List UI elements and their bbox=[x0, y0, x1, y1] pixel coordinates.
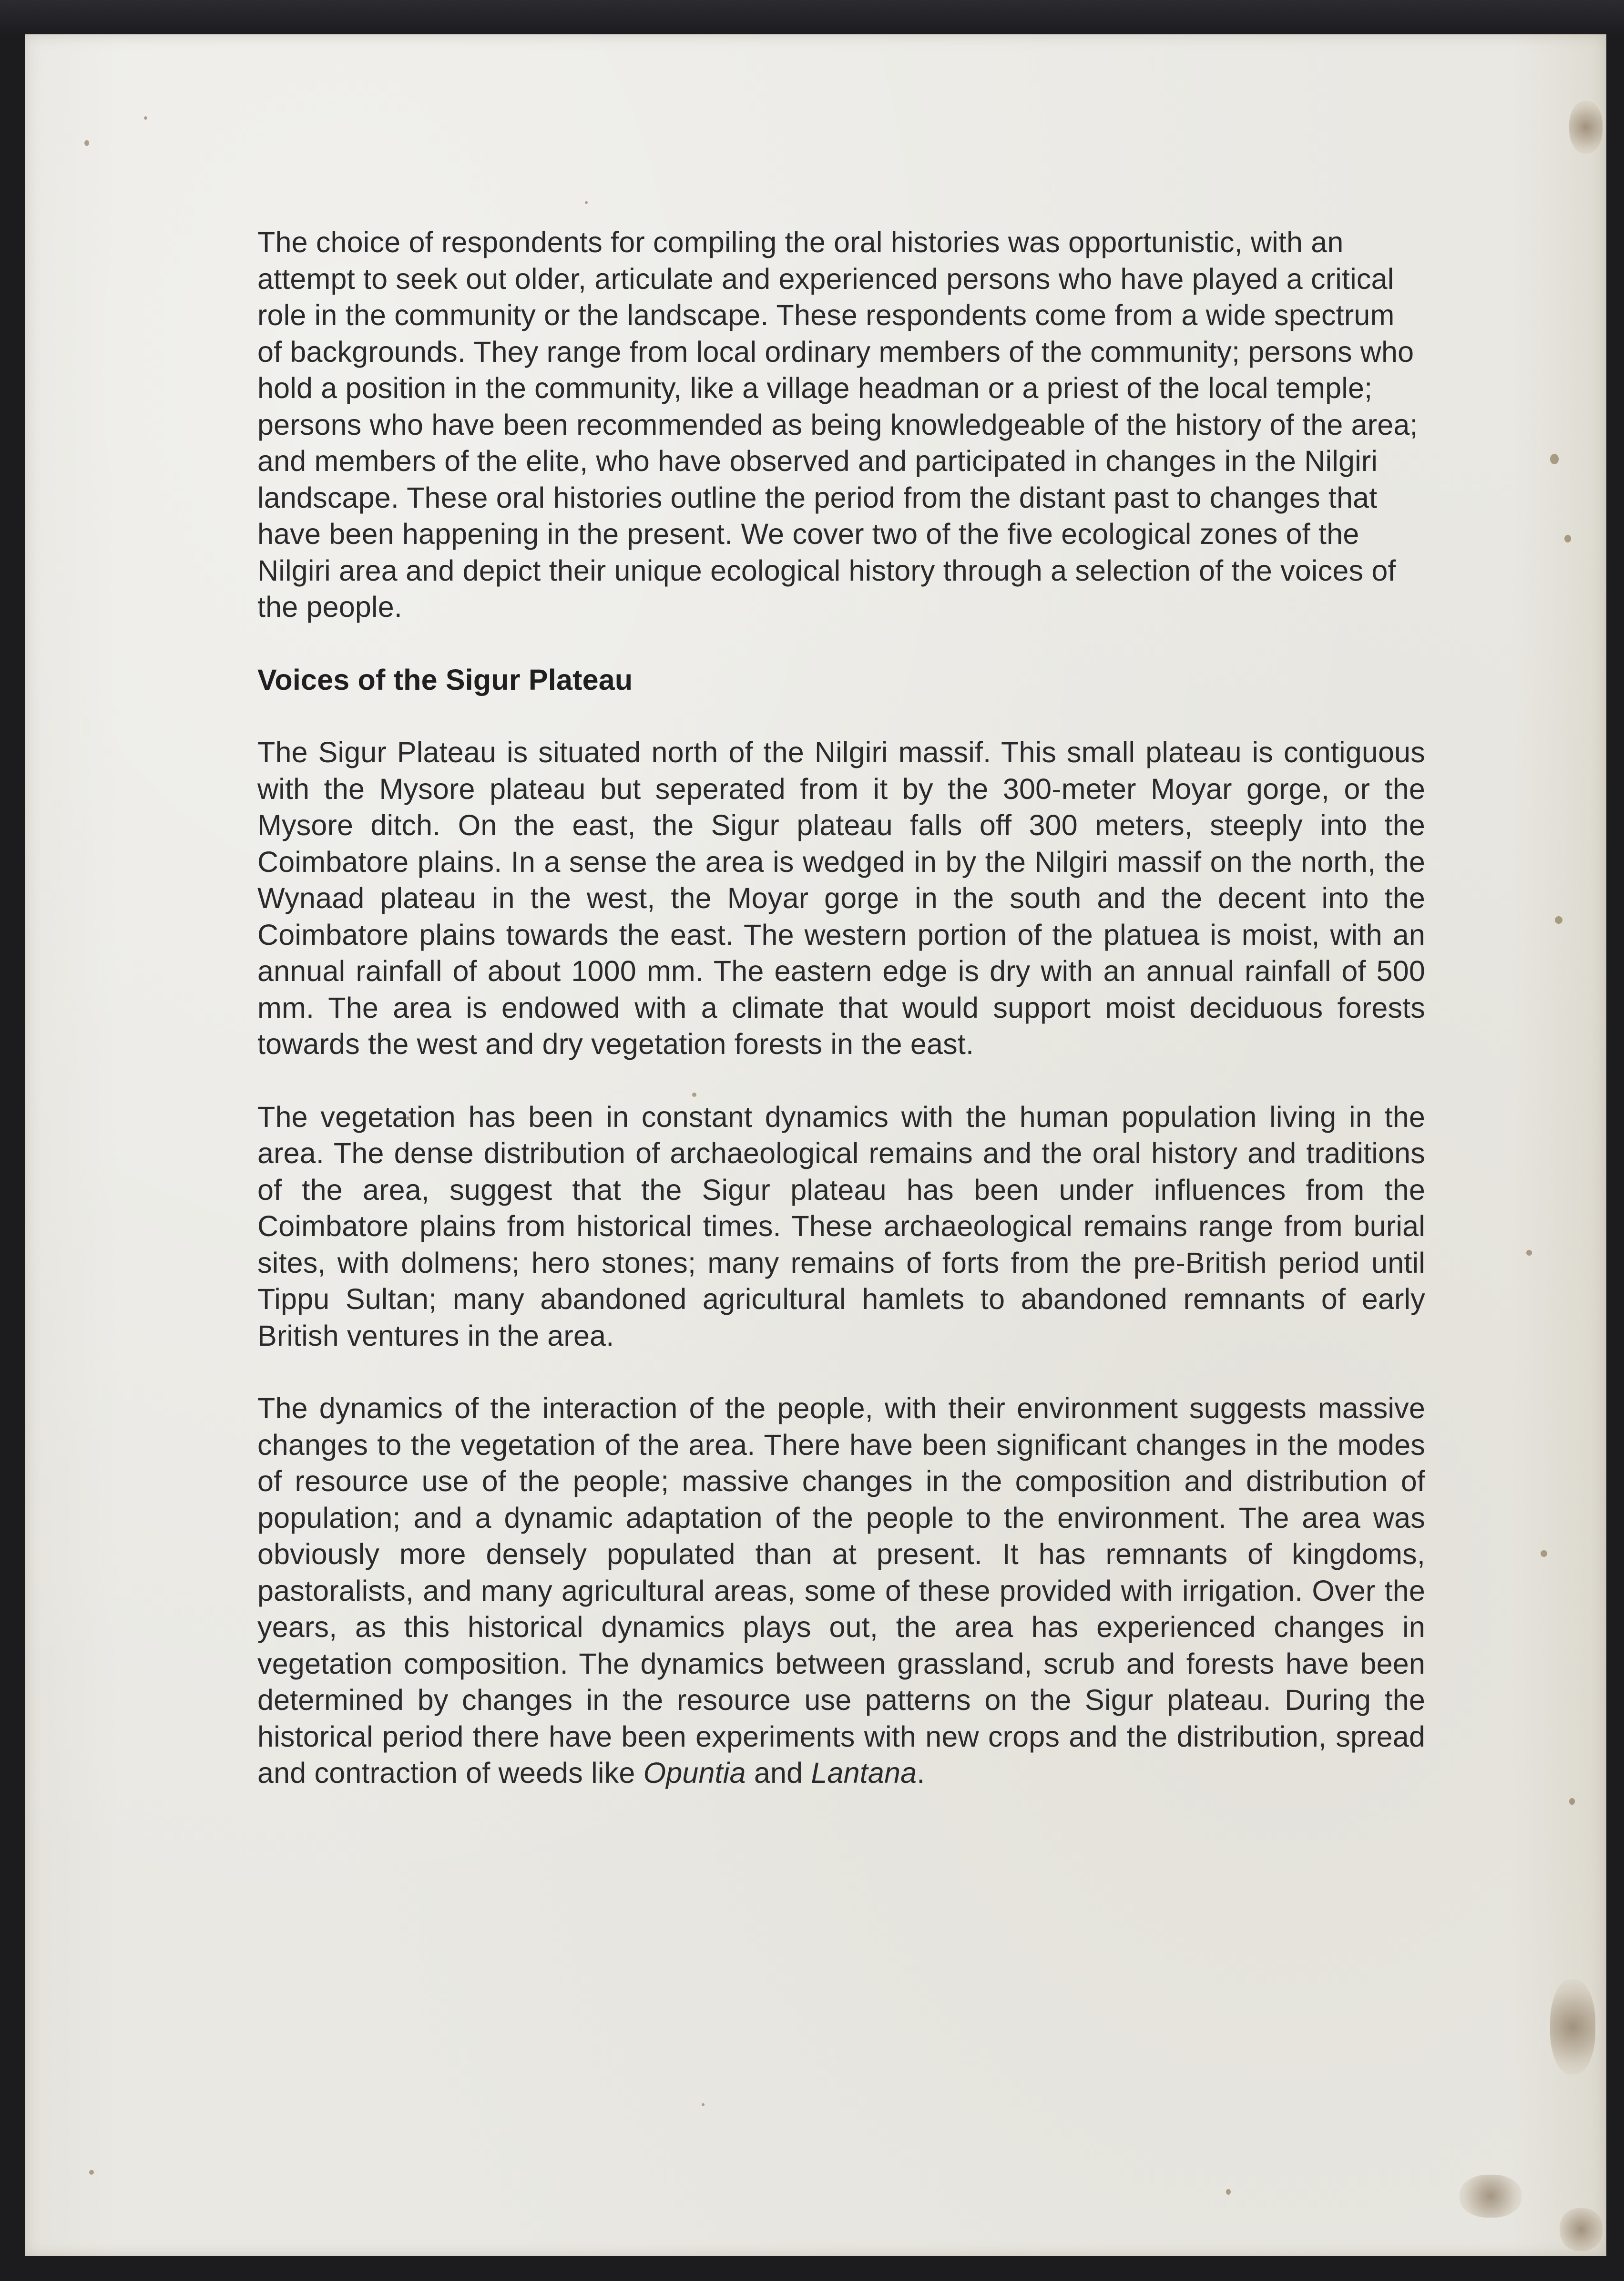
paragraph-text: The dynamics of the interaction of the people, with their environment suggests massive changes to the vegetation of the area. There have been significant changes in the modes of resource use of the people; massive changes in the composition and distribution of population; and a dynamic adaptation of the people to the environment. The area was obviously more densely populated than at present. It has remnants of kingdoms, pastoralists, and many agricultural areas, some of these provided with irrigation. Over the years, as this historical dynamics plays out, the area has experienced changes in vegetation composition. The dynamics between grassland, scrub and forests have been determined by changes in the resource use patterns on the Sigur plateau. During the historical period there have been experiments with new crops and the distribution, spread and contraction of weeds like bbox=[257, 1392, 1425, 1789]
paper-stain bbox=[1560, 2208, 1603, 2251]
paper-spot bbox=[84, 140, 89, 146]
plateau-description-paragraph: The Sigur Plateau is situated north of the Nilgiri massif. This small plateau is contiguous with the Mysore plateau but seperated from it by the 300-meter Moyar gorge, or the Mysore ditch. On the east, the Sigur plateau falls off 300 meters, steeply into the Coimbatore plains. In a sense the area is wedged in by the Nilgiri massif on the north, the Wynaad plateau in the west, the Moyar gorge in the south and the decent into the Coimbatore plains towards the east. The western portion of the platuea is moist, with an annual rainfall of about 1000 mm. The eastern edge is dry with an annual rainfall of 500 mm. The area is endowed with a climate that would support moist deciduous forests towards the west and dry vegetation forests in the east. bbox=[257, 736, 1425, 1060]
paper-spot bbox=[1569, 1798, 1575, 1805]
paper-spot bbox=[1550, 454, 1559, 464]
paper-stain bbox=[1569, 101, 1603, 153]
paper-spot bbox=[144, 116, 147, 120]
paper-spot bbox=[1226, 2189, 1231, 2195]
vegetation-dynamics-paragraph: The vegetation has been in constant dynamics with the human population living in the area. The dense distribution of archaeological remains and the oral history and traditions of the area, suggest that the Sigur plateau has been under influences from the Coimbatore plains from historical times. These archaeological remains range from burial sites, with dolmens; hero stones; many remains of forts from the pre-British period until Tippu Sultan; many abandoned agricultural hamlets to abandoned remnants of early British ventures in the area. bbox=[257, 1100, 1425, 1352]
page-content bbox=[257, 224, 1425, 1828]
paper-spot bbox=[1555, 916, 1563, 924]
paper-spot bbox=[585, 201, 588, 204]
paper-spot bbox=[1564, 535, 1571, 542]
paper-spot bbox=[89, 2170, 94, 2175]
paragraph-text: . bbox=[917, 1757, 925, 1789]
paper-stain bbox=[1550, 1979, 1595, 2075]
species-name-opuntia: Opuntia bbox=[643, 1757, 746, 1789]
scanner-background bbox=[0, 0, 1624, 38]
section-heading: Voices of the Sigur Plateau bbox=[257, 663, 633, 696]
paper-spot bbox=[1526, 1250, 1532, 1256]
intro-paragraph: The choice of respondents for compiling the oral histories was opportunistic, with an attempt to seek out older, articulate and experienced persons who have played a critical role in the community or the landscape. These respondents come from a wide spectrum of backgrounds. They range from local ordinary members of the community; persons who hold a position in the community, like a village headman or a priest of the local temple; persons who have been recommended as being knowledgeable of the history of the area; and members of the elite, who have observed and participated in changes in the Nilgiri landscape. These oral histories outline the period from the distant past to changes that have been happening in the present. We cover two of the five ecological zones of the Nilgiri area and depict their unique ecological history through a selection of the voices of the people. bbox=[257, 226, 1418, 623]
interaction-dynamics-paragraph bbox=[257, 1390, 1425, 1791]
paper-spot bbox=[1541, 1550, 1547, 1557]
paragraph-text: and bbox=[746, 1757, 811, 1789]
paper-spot bbox=[702, 2103, 705, 2106]
paper-stain bbox=[1460, 2175, 1522, 2218]
species-name-lantana: Lantana bbox=[811, 1757, 917, 1789]
